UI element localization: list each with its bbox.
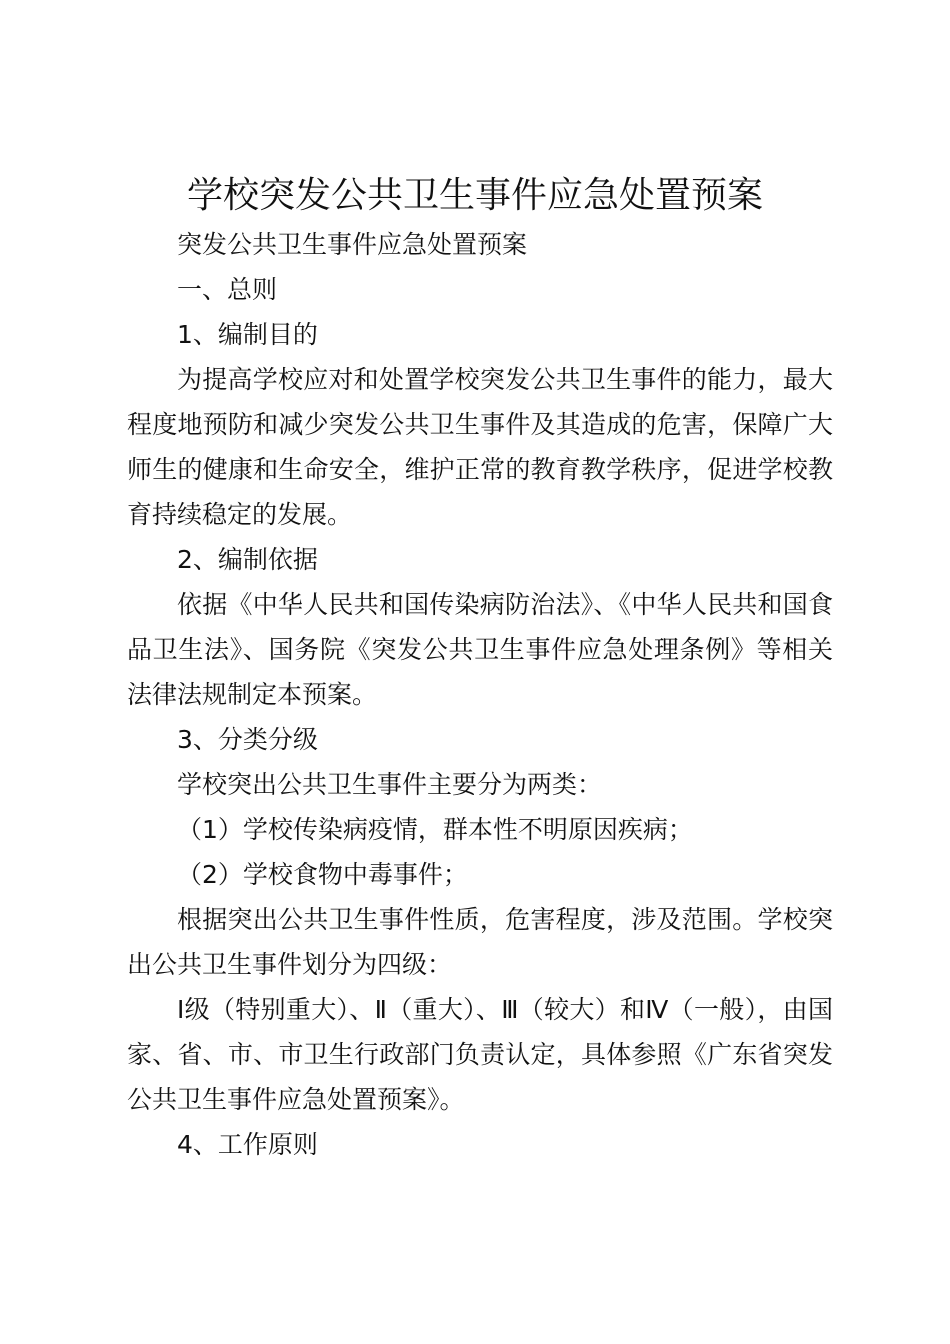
paragraph-grading-levels: Ⅰ级（特别重大）、Ⅱ（重大）、Ⅲ（较大）和Ⅳ（一般），由国家、省、市、市卫生行政部门负责认定，具体参照《广东省突发公共卫生事件应急处置预案》。 <box>127 995 833 1114</box>
document-title: 学校突发公共卫生事件应急处置预案 <box>186 175 763 216</box>
subsection-heading-purpose: 1、编制目的 <box>177 320 318 349</box>
paragraph-purpose: 为提高学校应对和处置学校突发公共卫生事件的能力，最大程度地预防和减少突发公共卫生事件及其造成的危害，保障广大师生的健康和生命安全，维护正常的教育教学秩序，促进学校教育持续稳定的发展。 <box>127 365 833 529</box>
subsection-heading-principles: 4、工作原则 <box>177 1130 318 1159</box>
list-item-food-poisoning: （2）学校食物中毒事件； <box>177 860 468 889</box>
subsection-heading-basis: 2、编制依据 <box>177 545 318 574</box>
document-body <box>127 222 833 1167</box>
paragraph-classification-intro: 学校突出公共卫生事件主要分为两类： <box>177 770 603 799</box>
subtitle-paragraph: 突发公共卫生事件应急处置预案 <box>177 230 528 259</box>
section-heading-general: 一、总则 <box>177 275 278 304</box>
subsection-heading-classification: 3、分类分级 <box>177 725 318 754</box>
list-item-infectious-disease: （1）学校传染病疫情，群本性不明原因疾病； <box>177 815 693 844</box>
paragraph-grading-intro: 根据突出公共卫生事件性质，危害程度，涉及范围。学校突出公共卫生事件划分为四级： <box>127 905 833 979</box>
paragraph-basis: 依据《中华人民共和国传染病防治法》、《中华人民共和国食品卫生法》、国务院《突发公共卫生事件应急处理条例》等相关法律法规制定本预案。 <box>127 590 833 709</box>
